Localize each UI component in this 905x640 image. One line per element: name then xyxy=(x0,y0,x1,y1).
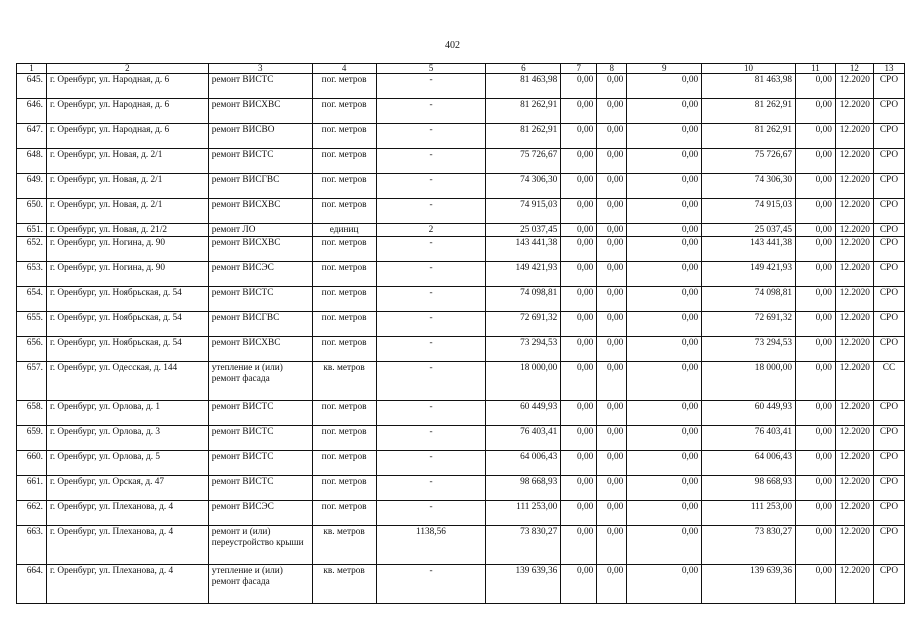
fund-other-cell: 0,00 xyxy=(795,262,835,287)
fund-regional-cell: 0,00 xyxy=(597,199,627,224)
fund-other-cell: 0,00 xyxy=(795,526,835,565)
unit-cell: пог. метров xyxy=(312,451,376,476)
completion-date-cell: 12.2020 xyxy=(835,99,873,124)
unit-cell: пог. метров xyxy=(312,501,376,526)
cost-total-cell: 74 098,81 xyxy=(486,287,561,312)
fund-other-cell: 0,00 xyxy=(795,124,835,149)
fund-local-cell: 0,00 xyxy=(627,237,702,262)
fund-regional-cell: 0,00 xyxy=(597,312,627,337)
table-row xyxy=(17,451,905,476)
work-type-cell: ремонт ВИСГВС xyxy=(208,174,312,199)
fund-federal-cell: 0,00 xyxy=(561,426,597,451)
unit-cell: пог. метров xyxy=(312,237,376,262)
fund-owners-cell: 72 691,32 xyxy=(702,312,796,337)
fund-other-cell: 0,00 xyxy=(795,476,835,501)
column-header-5: 5 xyxy=(376,64,486,74)
cost-total-cell: 18 000,00 xyxy=(486,362,561,401)
fund-federal-cell: 0,00 xyxy=(561,149,597,174)
fund-regional-cell: 0,00 xyxy=(597,565,627,604)
method-cell: СРО xyxy=(873,199,904,224)
fund-other-cell: 0,00 xyxy=(795,174,835,199)
table-row xyxy=(17,565,905,604)
work-type-cell: ремонт ВИСТС xyxy=(208,74,312,99)
table-row xyxy=(17,501,905,526)
fund-regional-cell: 0,00 xyxy=(597,262,627,287)
work-type-cell: ремонт ВИСТС xyxy=(208,451,312,476)
work-type-cell: ремонт и (или) переустройство крыши xyxy=(208,526,312,565)
fund-regional-cell: 0,00 xyxy=(597,224,627,237)
fund-owners-cell: 74 098,81 xyxy=(702,287,796,312)
method-cell: СРО xyxy=(873,337,904,362)
method-cell: СРО xyxy=(873,174,904,199)
row-number-cell: 657. xyxy=(17,362,47,401)
method-cell: СРО xyxy=(873,124,904,149)
method-cell: СРО xyxy=(873,312,904,337)
fund-other-cell: 0,00 xyxy=(795,287,835,312)
unit-cell: кв. метров xyxy=(312,565,376,604)
fund-owners-cell: 81 463,98 xyxy=(702,74,796,99)
completion-date-cell: 12.2020 xyxy=(835,174,873,199)
work-type-cell: ремонт ВИСТС xyxy=(208,287,312,312)
row-number-cell: 649. xyxy=(17,174,47,199)
column-header-2: 2 xyxy=(46,64,208,74)
page-number: 402 xyxy=(445,40,460,51)
fund-owners-cell: 74 915,03 xyxy=(702,199,796,224)
row-number-cell: 646. xyxy=(17,99,47,124)
fund-local-cell: 0,00 xyxy=(627,401,702,426)
completion-date-cell: 12.2020 xyxy=(835,224,873,237)
fund-local-cell: 0,00 xyxy=(627,149,702,174)
fund-regional-cell: 0,00 xyxy=(597,451,627,476)
cost-total-cell: 74 915,03 xyxy=(486,199,561,224)
fund-local-cell: 0,00 xyxy=(627,74,702,99)
fund-regional-cell: 0,00 xyxy=(597,74,627,99)
table-row xyxy=(17,99,905,124)
fund-federal-cell: 0,00 xyxy=(561,526,597,565)
method-cell: СРО xyxy=(873,401,904,426)
completion-date-cell: 12.2020 xyxy=(835,337,873,362)
table-row xyxy=(17,401,905,426)
method-cell: СРО xyxy=(873,262,904,287)
method-cell: СРО xyxy=(873,476,904,501)
fund-local-cell: 0,00 xyxy=(627,312,702,337)
volume-cell: 1138,56 xyxy=(376,526,486,565)
work-type-cell: ремонт ВИСХВС xyxy=(208,99,312,124)
volume-cell: - xyxy=(376,337,486,362)
fund-regional-cell: 0,00 xyxy=(597,124,627,149)
unit-cell: пог. метров xyxy=(312,99,376,124)
completion-date-cell: 12.2020 xyxy=(835,124,873,149)
fund-federal-cell: 0,00 xyxy=(561,362,597,401)
column-header-4: 4 xyxy=(312,64,376,74)
method-cell: СРО xyxy=(873,149,904,174)
volume-cell: - xyxy=(376,451,486,476)
fund-other-cell: 0,00 xyxy=(795,451,835,476)
fund-other-cell: 0,00 xyxy=(795,401,835,426)
fund-regional-cell: 0,00 xyxy=(597,526,627,565)
unit-cell: кв. метров xyxy=(312,362,376,401)
address-cell: г. Оренбург, ул. Орлова, д. 1 xyxy=(46,401,208,426)
cost-total-cell: 75 726,67 xyxy=(486,149,561,174)
work-type-cell: ремонт ВИСЭС xyxy=(208,262,312,287)
table-row xyxy=(17,476,905,501)
address-cell: г. Оренбург, ул. Плеханова, д. 4 xyxy=(46,565,208,604)
table-row xyxy=(17,287,905,312)
unit-cell: кв. метров xyxy=(312,526,376,565)
method-cell: СРО xyxy=(873,287,904,312)
table-row xyxy=(17,74,905,99)
completion-date-cell: 12.2020 xyxy=(835,501,873,526)
volume-cell: - xyxy=(376,401,486,426)
column-header-1: 1 xyxy=(17,64,47,74)
fund-federal-cell: 0,00 xyxy=(561,174,597,199)
method-cell: СРО xyxy=(873,565,904,604)
fund-other-cell: 0,00 xyxy=(795,362,835,401)
fund-other-cell: 0,00 xyxy=(795,74,835,99)
volume-cell: - xyxy=(376,426,486,451)
row-number-cell: 654. xyxy=(17,287,47,312)
table-row xyxy=(17,312,905,337)
table-body xyxy=(17,74,905,604)
cost-total-cell: 81 262,91 xyxy=(486,124,561,149)
volume-cell: - xyxy=(376,237,486,262)
fund-federal-cell: 0,00 xyxy=(561,312,597,337)
table-row xyxy=(17,426,905,451)
method-cell: СРО xyxy=(873,426,904,451)
address-cell: г. Оренбург, ул. Орлова, д. 3 xyxy=(46,426,208,451)
column-header-7: 7 xyxy=(561,64,597,74)
fund-local-cell: 0,00 xyxy=(627,124,702,149)
fund-federal-cell: 0,00 xyxy=(561,476,597,501)
volume-cell: - xyxy=(376,149,486,174)
address-cell: г. Оренбург, ул. Народная, д. 6 xyxy=(46,74,208,99)
row-number-cell: 648. xyxy=(17,149,47,174)
cost-total-cell: 76 403,41 xyxy=(486,426,561,451)
address-cell: г. Оренбург, ул. Орская, д. 47 xyxy=(46,476,208,501)
row-number-cell: 659. xyxy=(17,426,47,451)
unit-cell: единиц xyxy=(312,224,376,237)
fund-regional-cell: 0,00 xyxy=(597,99,627,124)
cost-total-cell: 60 449,93 xyxy=(486,401,561,426)
fund-other-cell: 0,00 xyxy=(795,224,835,237)
completion-date-cell: 12.2020 xyxy=(835,451,873,476)
volume-cell: - xyxy=(376,476,486,501)
fund-owners-cell: 75 726,67 xyxy=(702,149,796,174)
fund-owners-cell: 60 449,93 xyxy=(702,401,796,426)
fund-owners-cell: 143 441,38 xyxy=(702,237,796,262)
fund-regional-cell: 0,00 xyxy=(597,476,627,501)
address-cell: г. Оренбург, ул. Ноябрьская, д. 54 xyxy=(46,337,208,362)
row-number-cell: 664. xyxy=(17,565,47,604)
work-type-cell: ремонт ВИСХВС xyxy=(208,337,312,362)
table-row xyxy=(17,174,905,199)
cost-total-cell: 98 668,93 xyxy=(486,476,561,501)
volume-cell: - xyxy=(376,362,486,401)
work-type-cell: ремонт ВИСТС xyxy=(208,426,312,451)
fund-owners-cell: 73 294,53 xyxy=(702,337,796,362)
column-header-8: 8 xyxy=(597,64,627,74)
method-cell: СРО xyxy=(873,501,904,526)
volume-cell: - xyxy=(376,565,486,604)
fund-other-cell: 0,00 xyxy=(795,501,835,526)
fund-regional-cell: 0,00 xyxy=(597,287,627,312)
row-number-cell: 651. xyxy=(17,224,47,237)
fund-federal-cell: 0,00 xyxy=(561,565,597,604)
cost-total-cell: 143 441,38 xyxy=(486,237,561,262)
completion-date-cell: 12.2020 xyxy=(835,199,873,224)
fund-owners-cell: 81 262,91 xyxy=(702,99,796,124)
address-cell: г. Оренбург, ул. Плеханова, д. 4 xyxy=(46,526,208,565)
row-number-cell: 653. xyxy=(17,262,47,287)
fund-owners-cell: 25 037,45 xyxy=(702,224,796,237)
completion-date-cell: 12.2020 xyxy=(835,526,873,565)
cost-total-cell: 81 262,91 xyxy=(486,99,561,124)
fund-other-cell: 0,00 xyxy=(795,312,835,337)
table-header xyxy=(17,64,905,74)
volume-cell: - xyxy=(376,312,486,337)
fund-local-cell: 0,00 xyxy=(627,451,702,476)
fund-local-cell: 0,00 xyxy=(627,262,702,287)
fund-local-cell: 0,00 xyxy=(627,476,702,501)
completion-date-cell: 12.2020 xyxy=(835,262,873,287)
table-row xyxy=(17,199,905,224)
method-cell: СРО xyxy=(873,526,904,565)
row-number-cell: 645. xyxy=(17,74,47,99)
unit-cell: пог. метров xyxy=(312,149,376,174)
fund-other-cell: 0,00 xyxy=(795,565,835,604)
work-type-cell: ремонт ВИСТС xyxy=(208,149,312,174)
cost-total-cell: 74 306,30 xyxy=(486,174,561,199)
row-number-cell: 663. xyxy=(17,526,47,565)
fund-local-cell: 0,00 xyxy=(627,501,702,526)
row-number-cell: 652. xyxy=(17,237,47,262)
volume-cell: 2 xyxy=(376,224,486,237)
completion-date-cell: 12.2020 xyxy=(835,287,873,312)
address-cell: г. Оренбург, ул. Новая, д. 2/1 xyxy=(46,174,208,199)
unit-cell: пог. метров xyxy=(312,287,376,312)
fund-federal-cell: 0,00 xyxy=(561,501,597,526)
work-type-cell: ремонт ВИСГВС xyxy=(208,312,312,337)
fund-owners-cell: 64 006,43 xyxy=(702,451,796,476)
address-cell: г. Оренбург, ул. Народная, д. 6 xyxy=(46,99,208,124)
completion-date-cell: 12.2020 xyxy=(835,149,873,174)
fund-federal-cell: 0,00 xyxy=(561,237,597,262)
work-type-cell: ремонт ЛО xyxy=(208,224,312,237)
fund-other-cell: 0,00 xyxy=(795,149,835,174)
unit-cell: пог. метров xyxy=(312,124,376,149)
fund-regional-cell: 0,00 xyxy=(597,401,627,426)
column-header-3: 3 xyxy=(208,64,312,74)
fund-federal-cell: 0,00 xyxy=(561,74,597,99)
work-type-cell: ремонт ВИСТС xyxy=(208,401,312,426)
cost-total-cell: 81 463,98 xyxy=(486,74,561,99)
table-row xyxy=(17,237,905,262)
address-cell: г. Оренбург, ул. Одесская, д. 144 xyxy=(46,362,208,401)
volume-cell: - xyxy=(376,199,486,224)
unit-cell: пог. метров xyxy=(312,174,376,199)
fund-regional-cell: 0,00 xyxy=(597,149,627,174)
row-number-cell: 656. xyxy=(17,337,47,362)
fund-owners-cell: 149 421,93 xyxy=(702,262,796,287)
column-header-12: 12 xyxy=(835,64,873,74)
cost-total-cell: 25 037,45 xyxy=(486,224,561,237)
volume-cell: - xyxy=(376,74,486,99)
volume-cell: - xyxy=(376,174,486,199)
fund-federal-cell: 0,00 xyxy=(561,451,597,476)
method-cell: СРО xyxy=(873,99,904,124)
fund-local-cell: 0,00 xyxy=(627,362,702,401)
table-row xyxy=(17,526,905,565)
fund-other-cell: 0,00 xyxy=(795,199,835,224)
work-type-cell: ремонт ВИСТС xyxy=(208,476,312,501)
method-cell: СРО xyxy=(873,224,904,237)
fund-federal-cell: 0,00 xyxy=(561,99,597,124)
fund-other-cell: 0,00 xyxy=(795,237,835,262)
row-number-cell: 661. xyxy=(17,476,47,501)
row-number-cell: 662. xyxy=(17,501,47,526)
unit-cell: пог. метров xyxy=(312,74,376,99)
register-table xyxy=(16,63,905,604)
completion-date-cell: 12.2020 xyxy=(835,237,873,262)
table-row xyxy=(17,362,905,401)
work-type-cell: ремонт ВИСХВС xyxy=(208,199,312,224)
cost-total-cell: 64 006,43 xyxy=(486,451,561,476)
fund-local-cell: 0,00 xyxy=(627,174,702,199)
table-row xyxy=(17,124,905,149)
fund-local-cell: 0,00 xyxy=(627,565,702,604)
fund-federal-cell: 0,00 xyxy=(561,401,597,426)
column-header-11: 11 xyxy=(795,64,835,74)
cost-total-cell: 139 639,36 xyxy=(486,565,561,604)
method-cell: СРО xyxy=(873,237,904,262)
completion-date-cell: 12.2020 xyxy=(835,312,873,337)
fund-regional-cell: 0,00 xyxy=(597,426,627,451)
fund-other-cell: 0,00 xyxy=(795,337,835,362)
completion-date-cell: 12.2020 xyxy=(835,565,873,604)
work-type-cell: ремонт ВИСВО xyxy=(208,124,312,149)
fund-local-cell: 0,00 xyxy=(627,199,702,224)
cost-total-cell: 111 253,00 xyxy=(486,501,561,526)
volume-cell: - xyxy=(376,99,486,124)
unit-cell: пог. метров xyxy=(312,426,376,451)
completion-date-cell: 12.2020 xyxy=(835,426,873,451)
fund-federal-cell: 0,00 xyxy=(561,337,597,362)
fund-federal-cell: 0,00 xyxy=(561,199,597,224)
unit-cell: пог. метров xyxy=(312,262,376,287)
row-number-cell: 660. xyxy=(17,451,47,476)
fund-regional-cell: 0,00 xyxy=(597,362,627,401)
column-header-9: 9 xyxy=(627,64,702,74)
volume-cell: - xyxy=(376,501,486,526)
fund-regional-cell: 0,00 xyxy=(597,501,627,526)
column-header-10: 10 xyxy=(702,64,796,74)
completion-date-cell: 12.2020 xyxy=(835,401,873,426)
fund-regional-cell: 0,00 xyxy=(597,337,627,362)
work-type-cell: утепление и (или) ремонт фасада xyxy=(208,565,312,604)
row-number-cell: 650. xyxy=(17,199,47,224)
fund-other-cell: 0,00 xyxy=(795,426,835,451)
cost-total-cell: 72 691,32 xyxy=(486,312,561,337)
unit-cell: пог. метров xyxy=(312,199,376,224)
fund-other-cell: 0,00 xyxy=(795,99,835,124)
table-row xyxy=(17,149,905,174)
cost-total-cell: 73 830,27 xyxy=(486,526,561,565)
unit-cell: пог. метров xyxy=(312,312,376,337)
address-cell: г. Оренбург, ул. Ноябрьская, д. 54 xyxy=(46,287,208,312)
address-cell: г. Оренбург, ул. Новая, д. 21/2 xyxy=(46,224,208,237)
volume-cell: - xyxy=(376,262,486,287)
completion-date-cell: 12.2020 xyxy=(835,74,873,99)
completion-date-cell: 12.2020 xyxy=(835,476,873,501)
row-number-cell: 658. xyxy=(17,401,47,426)
column-header-6: 6 xyxy=(486,64,561,74)
fund-local-cell: 0,00 xyxy=(627,99,702,124)
address-cell: г. Оренбург, ул. Ногина, д. 90 xyxy=(46,262,208,287)
address-cell: г. Оренбург, ул. Плеханова, д. 4 xyxy=(46,501,208,526)
fund-regional-cell: 0,00 xyxy=(597,237,627,262)
address-cell: г. Оренбург, ул. Новая, д. 2/1 xyxy=(46,149,208,174)
address-cell: г. Оренбург, ул. Народная, д. 6 xyxy=(46,124,208,149)
fund-owners-cell: 111 253,00 xyxy=(702,501,796,526)
table-row xyxy=(17,262,905,287)
fund-regional-cell: 0,00 xyxy=(597,174,627,199)
address-cell: г. Оренбург, ул. Ногина, д. 90 xyxy=(46,237,208,262)
work-type-cell: ремонт ВИСЭС xyxy=(208,501,312,526)
fund-owners-cell: 81 262,91 xyxy=(702,124,796,149)
fund-owners-cell: 139 639,36 xyxy=(702,565,796,604)
fund-owners-cell: 74 306,30 xyxy=(702,174,796,199)
method-cell: СРО xyxy=(873,451,904,476)
fund-owners-cell: 76 403,41 xyxy=(702,426,796,451)
address-cell: г. Оренбург, ул. Орлова, д. 5 xyxy=(46,451,208,476)
fund-federal-cell: 0,00 xyxy=(561,287,597,312)
fund-owners-cell: 73 830,27 xyxy=(702,526,796,565)
fund-federal-cell: 0,00 xyxy=(561,262,597,287)
fund-local-cell: 0,00 xyxy=(627,426,702,451)
column-numbers-row xyxy=(17,64,905,74)
cost-total-cell: 73 294,53 xyxy=(486,337,561,362)
volume-cell: - xyxy=(376,124,486,149)
table-row xyxy=(17,224,905,237)
column-header-13: 13 xyxy=(873,64,904,74)
volume-cell: - xyxy=(376,287,486,312)
fund-local-cell: 0,00 xyxy=(627,337,702,362)
fund-federal-cell: 0,00 xyxy=(561,224,597,237)
method-cell: СС xyxy=(873,362,904,401)
fund-local-cell: 0,00 xyxy=(627,287,702,312)
unit-cell: пог. метров xyxy=(312,401,376,426)
work-type-cell: утепление и (или) ремонт фасада xyxy=(208,362,312,401)
fund-owners-cell: 18 000,00 xyxy=(702,362,796,401)
completion-date-cell: 12.2020 xyxy=(835,362,873,401)
address-cell: г. Оренбург, ул. Ноябрьская, д. 54 xyxy=(46,312,208,337)
unit-cell: пог. метров xyxy=(312,476,376,501)
fund-federal-cell: 0,00 xyxy=(561,124,597,149)
method-cell: СРО xyxy=(873,74,904,99)
cost-total-cell: 149 421,93 xyxy=(486,262,561,287)
row-number-cell: 655. xyxy=(17,312,47,337)
address-cell: г. Оренбург, ул. Новая, д. 2/1 xyxy=(46,199,208,224)
work-type-cell: ремонт ВИСХВС xyxy=(208,237,312,262)
unit-cell: пог. метров xyxy=(312,337,376,362)
fund-local-cell: 0,00 xyxy=(627,526,702,565)
fund-local-cell: 0,00 xyxy=(627,224,702,237)
table-row xyxy=(17,337,905,362)
row-number-cell: 647. xyxy=(17,124,47,149)
fund-owners-cell: 98 668,93 xyxy=(702,476,796,501)
